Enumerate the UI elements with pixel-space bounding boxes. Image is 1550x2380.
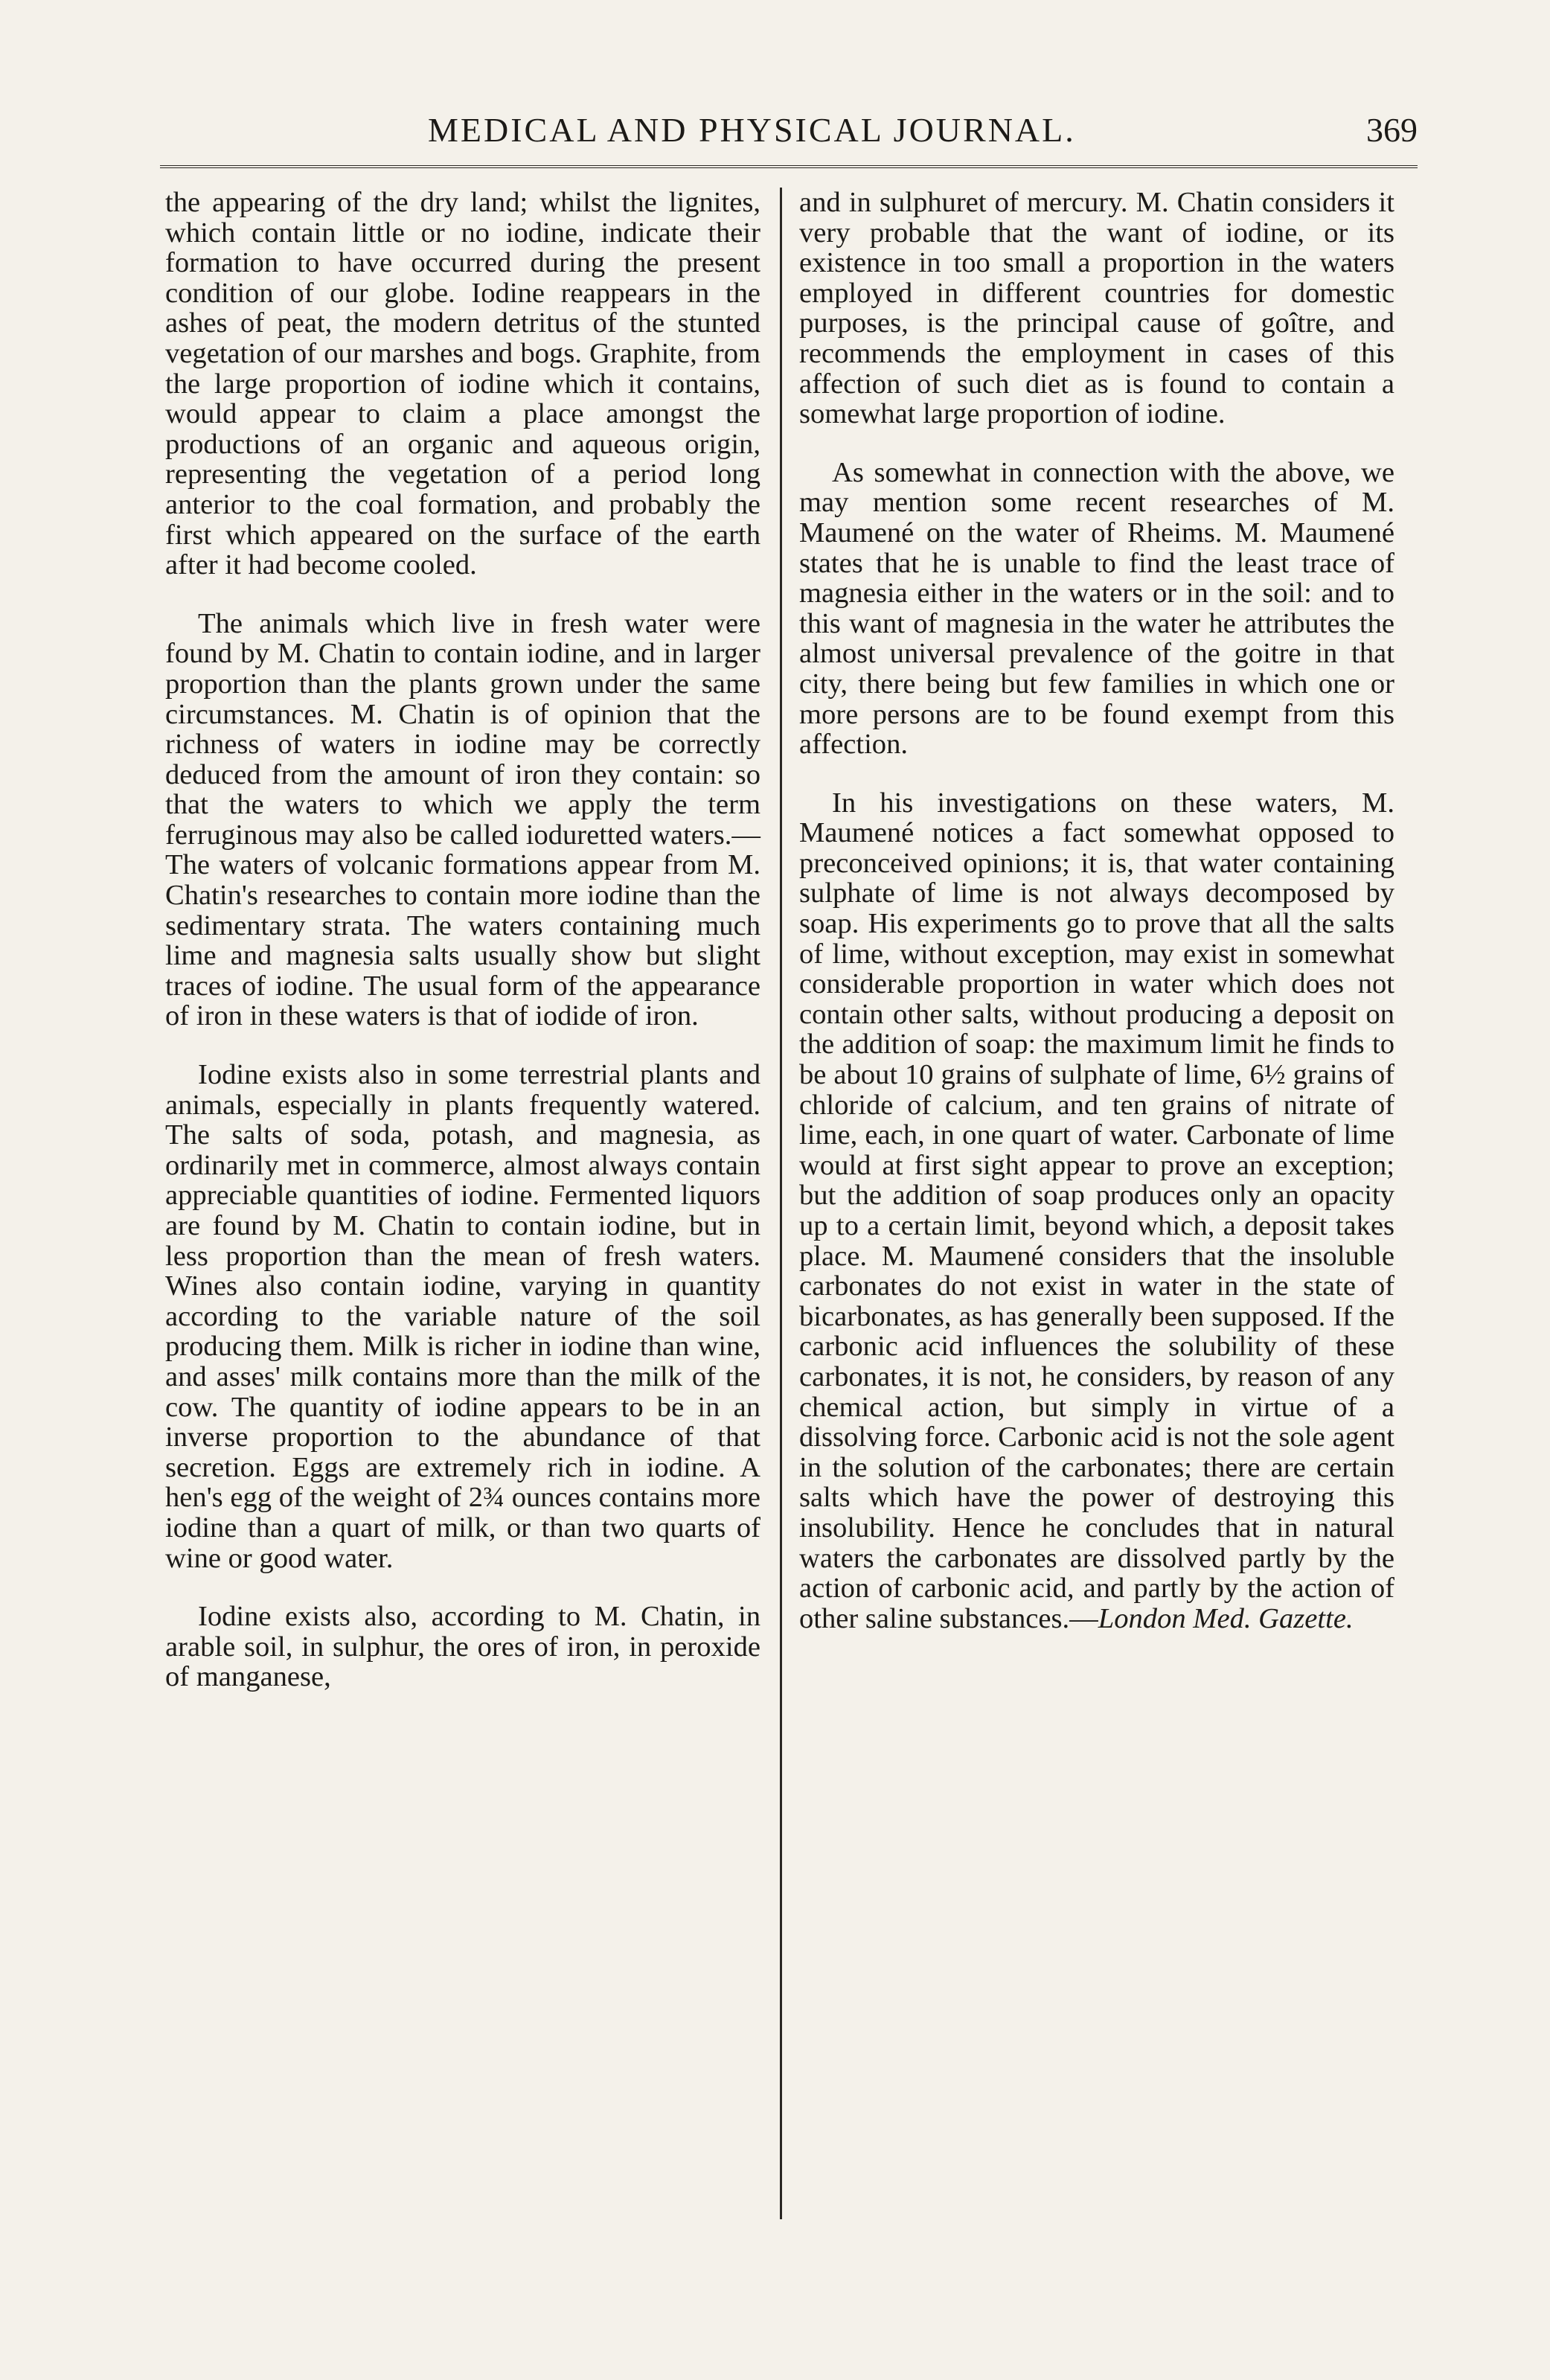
paragraph: and in sulphuret of mercury. M. Chatin considers it very probable that the want of iodine, or its existence in too small a proportion in the waters employed in different countries for domestic purposes, is the principal cause of goître, and recommends the employment in cases of this affection of such diet as is found to contain a somewhat large proportion of iodine. [799, 187, 1394, 430]
running-head [160, 110, 1418, 162]
page-number: 369 [1366, 111, 1418, 149]
right-column [799, 188, 1394, 1634]
paragraph: As somewhat in connection with the above, we may mention some recent researches of M. Maumené on the water of Rheims. M. Maumené states that he is unable to find the least trace of magnesia either in the waters or in the soil: and to this want of magnesia in the water he attributes the almost universal prevalence of the goitre in that city, there being but few families in which one or more persons are to be found exempt from this affection. [799, 456, 1394, 761]
journal-title: MEDICAL AND PHYSICAL JOURNAL. [428, 111, 1076, 149]
paragraph: the appearing of the dry land; whilst the lignites, which contain little or no iodine, indicate their formation to have occurred during the present condition of our globe. Iodine reappears in the ashes of peat, the modern detritus of the stunted vegetation of our marshes and bogs. Graphite, from the large proportion of iodine which it contains, would appear to claim a place amongst the productions of an organic and aqueous origin, representing the vegetation of a period long anterior to the coal formation, and probably the first which appeared on the surface of the earth after it had become cooled. [165, 187, 760, 581]
paragraph: The animals which live in fresh water were found by M. Chatin to contain iodine, and in larger proportion than the plants grown under the same circumstances. M. Chatin is of opinion that the richness of waters in iodine may be correctly deduced from the amount of iron they contain: so that the waters to which we apply the term ferruginous may also be called ioduretted waters.—The waters of volcanic formations appear from M. Chatin's researches to contain more iodine than the sedimentary strata. The waters containing much lime and magnesia salts usually show but slight traces of iodine. The usual form of the appearance of iron in these waters is that of iodide of iron. [165, 607, 760, 1032]
column-divider [780, 188, 782, 2219]
paragraph: Iodine exists also, according to M. Chatin, in arable soil, in sulphur, the ores of iron, in peroxide of manganese, [165, 1601, 760, 1693]
source-citation: London Med. Gazette. [1098, 1602, 1354, 1634]
paragraph-final [799, 788, 1394, 1634]
header-rule [160, 165, 1418, 168]
paragraph-text: In his investigations on these waters, M. Maumené notices a fact somewhat opposed to preconceived opinions; it is, that water containing sulphate of lime is not always decomposed by soap. His experiments go to prove that all the salts of lime, without exception, may exist in somewhat considerable proportion in water which does not contain other salts, without producing a deposit on the addition of soap: the maximum limit he finds to be about 10 grains of sulphate of lime, 6½ grains of chloride of calcium, and ten grains of nitrate of lime, each, in one quart of water. Carbonate of lime would at first sight appear to prove an exception; but the addition of soap produces only an opacity up to a certain limit, beyond which, a deposit takes place. M. Maumené considers that the insoluble carbonates do not exist in water in the state of bicarbonates, as has generally been supposed. If the carbonic acid influences the solubility of these carbonates, it is not, he considers, by reason of any chemical action, but simply in virtue of a dissolving force. Carbonic acid is not the sole agent in the solution of the carbonates; there are certain salts which have the power of destroying this insolubility. Hence he concludes that in natural waters the carbonates are dissolved partly by the action of carbonic acid, and partly by the action of other saline substances.— [799, 787, 1394, 1634]
paragraph: Iodine exists also in some terrestrial plants and animals, especially in plants frequently watered. The salts of soda, potash, and magnesia, as ordinarily met in commerce, almost always contain appreciable quantities of iodine. Fermented liquors are found by M. Chatin to contain iodine, but in less proportion than the mean of fresh waters. Wines also contain iodine, varying in quantity according to the variable nature of the soil producing them. Milk is richer in iodine than wine, and asses' milk contains more than the milk of the cow. The quantity of iodine appears to be in an inverse proportion to the abundance of that secretion. Eggs are extremely rich in iodine. A hen's egg of the weight of 2¾ ounces contains more iodine than a quart of milk, or than two quarts of wine or good water. [165, 1059, 760, 1574]
left-column [165, 188, 760, 1692]
